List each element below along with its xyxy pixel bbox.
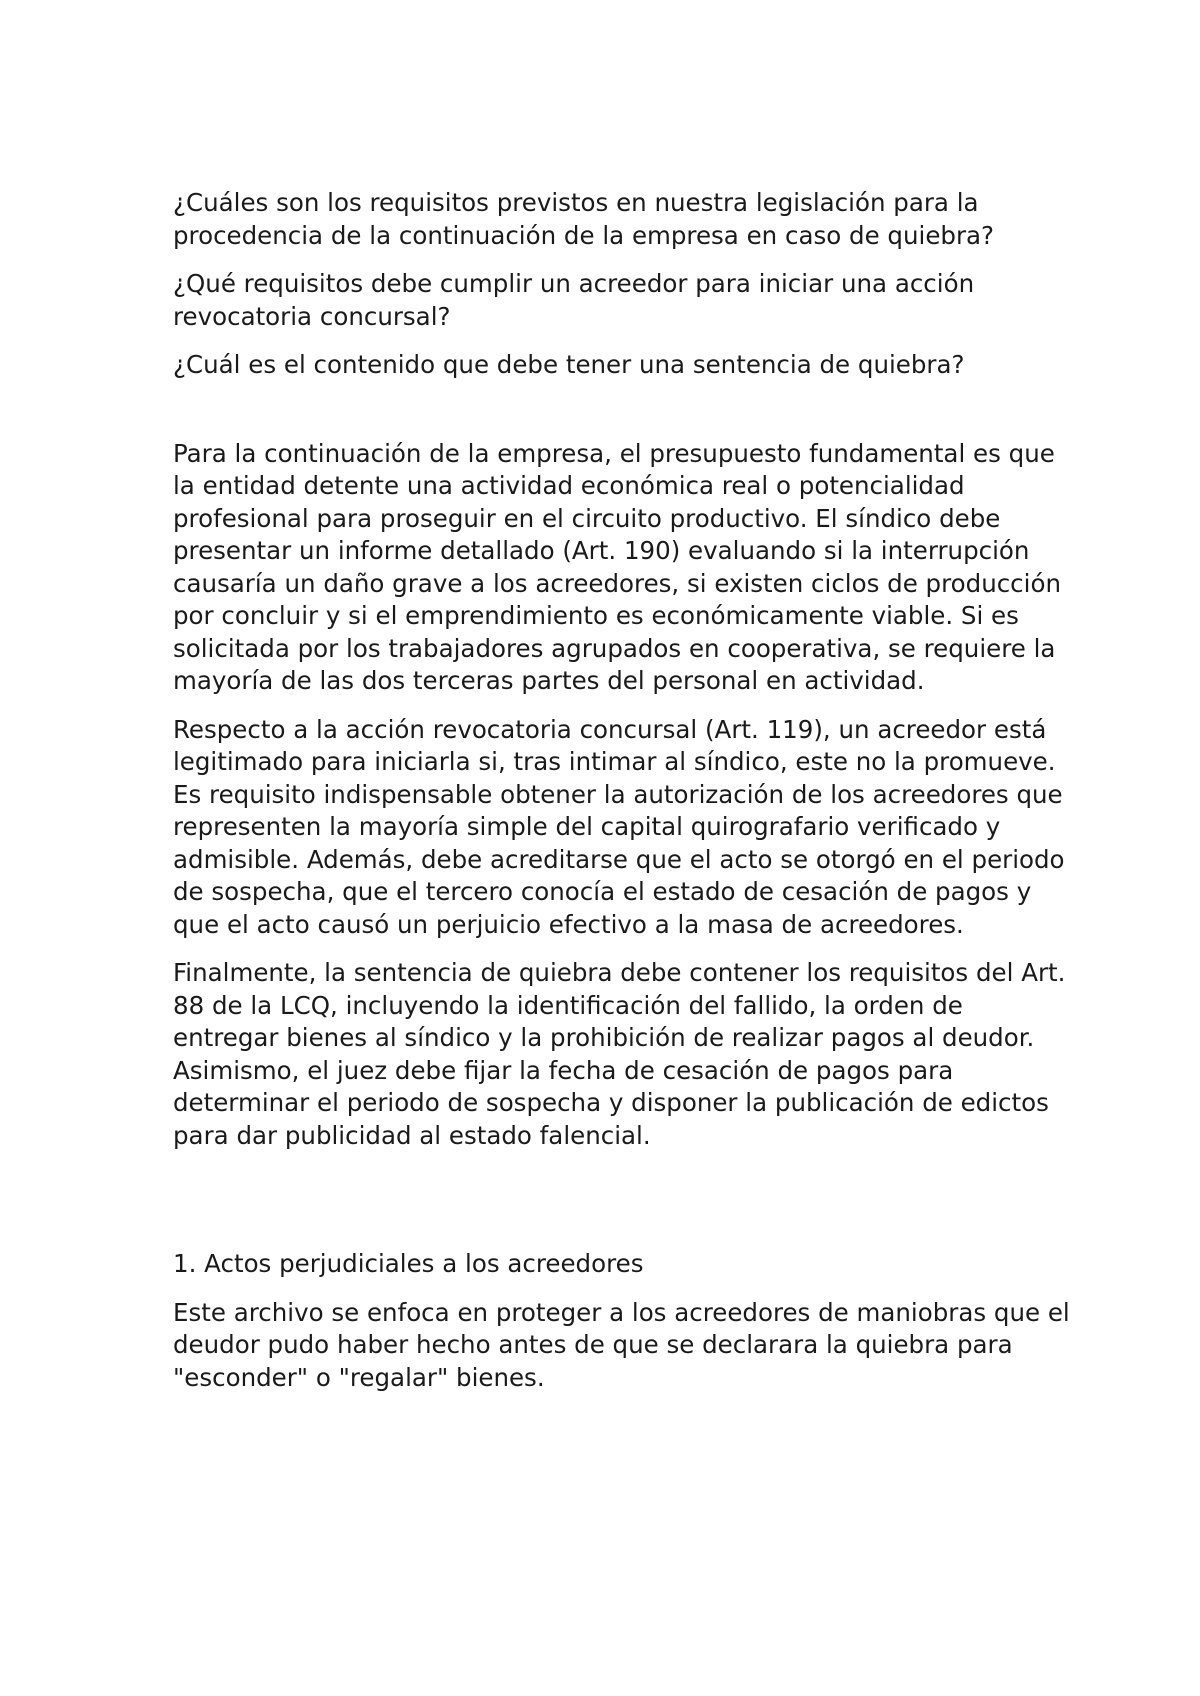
answer-paragraph: Para la continuación de la empresa, el presupuesto fundamental es que la entidad detente una actividad económica real o potencialidad profesional para proseguir en el circuito productivo. El síndico debe presentar un informe detallado (Art. 190) evaluando si la interrupción causaría un daño grave a los acreedores, si existen ciclos de producción por concluir y si el emprendimiento es económicamente viable. Si es solicitada por los trabajadores agrupados en cooperativa, se requiere la mayoría de las dos terceras partes del personal en actividad. xyxy=(173,438,1061,695)
answer-paragraph: Respecto a la acción revocatoria concursal (Art. 119), un acreedor está legitimado para iniciarla si, tras intimar al síndico, este no la promueve. Es requisito indispensable obtener la autorización de los acreedores que representen la mayoría simple del capital quirografario verificado y admisible. Además, debe acreditarse que el acto se otorgó en el periodo de sospecha, que el tercero conocía el estado de cesación de pagos y que el acto causó un perjuicio efectivo a la masa de acreedores. xyxy=(173,714,1065,939)
section-heading: 1. Actos perjudiciales a los acreedores xyxy=(173,1249,644,1278)
section-block xyxy=(173,1248,1073,1394)
document-page xyxy=(173,187,1073,1410)
questions-block xyxy=(173,187,1073,382)
question-paragraph: ¿Cuál es el contenido que debe tener una sentencia de quiebra? xyxy=(173,350,965,379)
question-paragraph: ¿Cuáles son los requisitos previstos en nuestra legislación para la procedencia de la continuación de la empresa en caso de quiebra? xyxy=(173,188,995,250)
answer-paragraph: Finalmente, la sentencia de quiebra debe contener los requisitos del Art. 88 de la LCQ, incluyendo la identificación del fallido, la orden de entregar bienes al síndico y la prohibición de realizar pagos al deudor. Asimismo, el juez debe fijar la fecha de cesación de pagos para determinar el periodo de sospecha y disponer la publicación de edictos para dar publicidad al estado falencial. xyxy=(173,958,1066,1150)
answers-block xyxy=(173,438,1073,1153)
question-paragraph: ¿Qué requisitos debe cumplir un acreedor para iniciar una acción revocatoria concursal? xyxy=(173,269,975,331)
section-body: Este archivo se enfoca en proteger a los acreedores de maniobras que el deudor pudo haber hecho antes de que se declarara la quiebra para "esconder" o "regalar" bienes. xyxy=(173,1297,1070,1392)
